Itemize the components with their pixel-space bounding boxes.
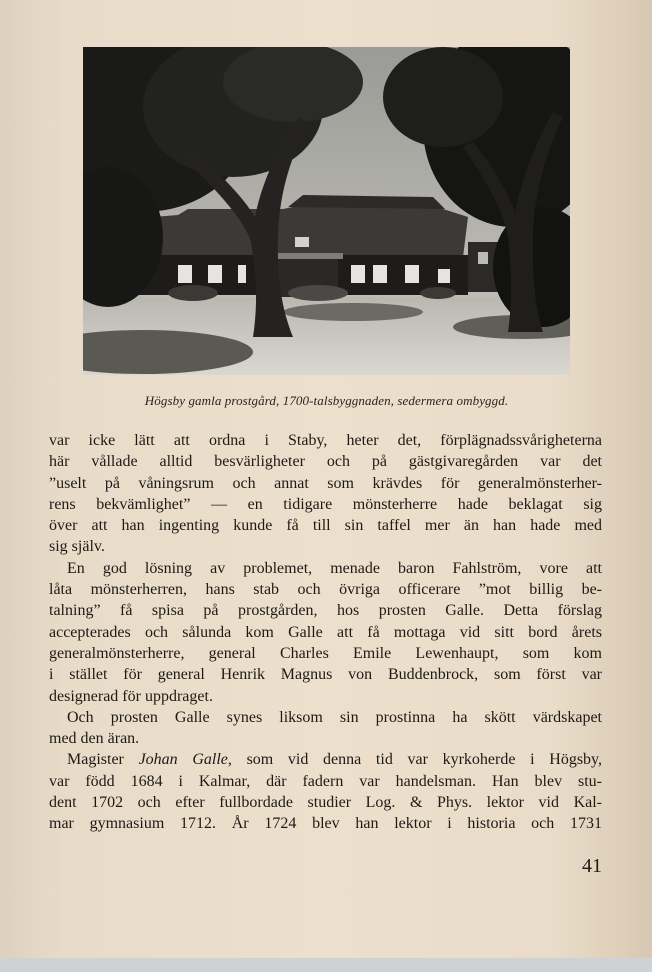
text-line: sig själv.	[49, 538, 105, 556]
text-line: generalmönsterherre, general Charles Emile Lewenhaupt, som kom	[49, 644, 602, 662]
text-segment: som vid denna tid var kyrkoherde i Högsby,	[231, 751, 603, 769]
scan-bottom-edge	[0, 958, 652, 972]
text-line: var född 1684 i Kalmar, där fadern var handelsman. Han blev stu-	[49, 772, 602, 790]
text-line: talning” få spisa på prostgården, hos prosten Galle. Detta förslag	[49, 602, 602, 620]
text-line: dent 1702 och efter fullbordade studier Log. & Phys. lektor vid Kal-	[49, 794, 602, 812]
text-line-magister	[49, 749, 602, 770]
text-line: rens bekvämlighet” — en tidigare mönsterherre hade beklagat sig	[49, 495, 602, 513]
manor-photograph	[83, 47, 570, 375]
text-line: här vållade alltid besvärligheter och på gästgivaregården var det	[49, 453, 602, 471]
body-text	[49, 430, 602, 835]
photo-caption: Högsby gamla prostgård, 1700-talsbyggnaden, sedermera ombyggd.	[144, 393, 509, 408]
text-line: Och prosten Galle synes liksom sin prostinna ha skött värdskapet	[67, 708, 602, 726]
manor-photograph-drawing	[83, 47, 570, 375]
text-line: låta mönsterherren, hans stab och övriga officerare ”mot billig be-	[49, 581, 602, 599]
text-line: En god lösning av problemet, menade baron Fahlström, vore att	[67, 559, 602, 577]
page-number: 41	[582, 855, 602, 877]
text-segment: Magister	[67, 751, 139, 769]
text-line: accepterades och sålunda kom Galle att få mottaga vid sitt bord årets	[49, 623, 602, 641]
text-line: med den äran.	[49, 730, 140, 748]
person-name: Johan Galle,	[138, 751, 232, 769]
text-line: var icke lätt att ordna i Staby, heter det, förplägnadssvårigheterna	[49, 432, 602, 449]
text-line: ”uselt på våningsrum och annat som krävdes för generalmönsterher-	[49, 474, 602, 492]
text-line: i stället för general Henrik Magnus von Buddenbrock, som först var	[49, 666, 602, 684]
text-line: designerad för uppdraget.	[49, 687, 213, 705]
text-line: över att han ingenting kunde få till sin taffel mer än han hade med	[49, 517, 602, 535]
text-line: mar gymnasium 1712. År 1724 blev han lektor i historia och 1731	[49, 815, 602, 833]
